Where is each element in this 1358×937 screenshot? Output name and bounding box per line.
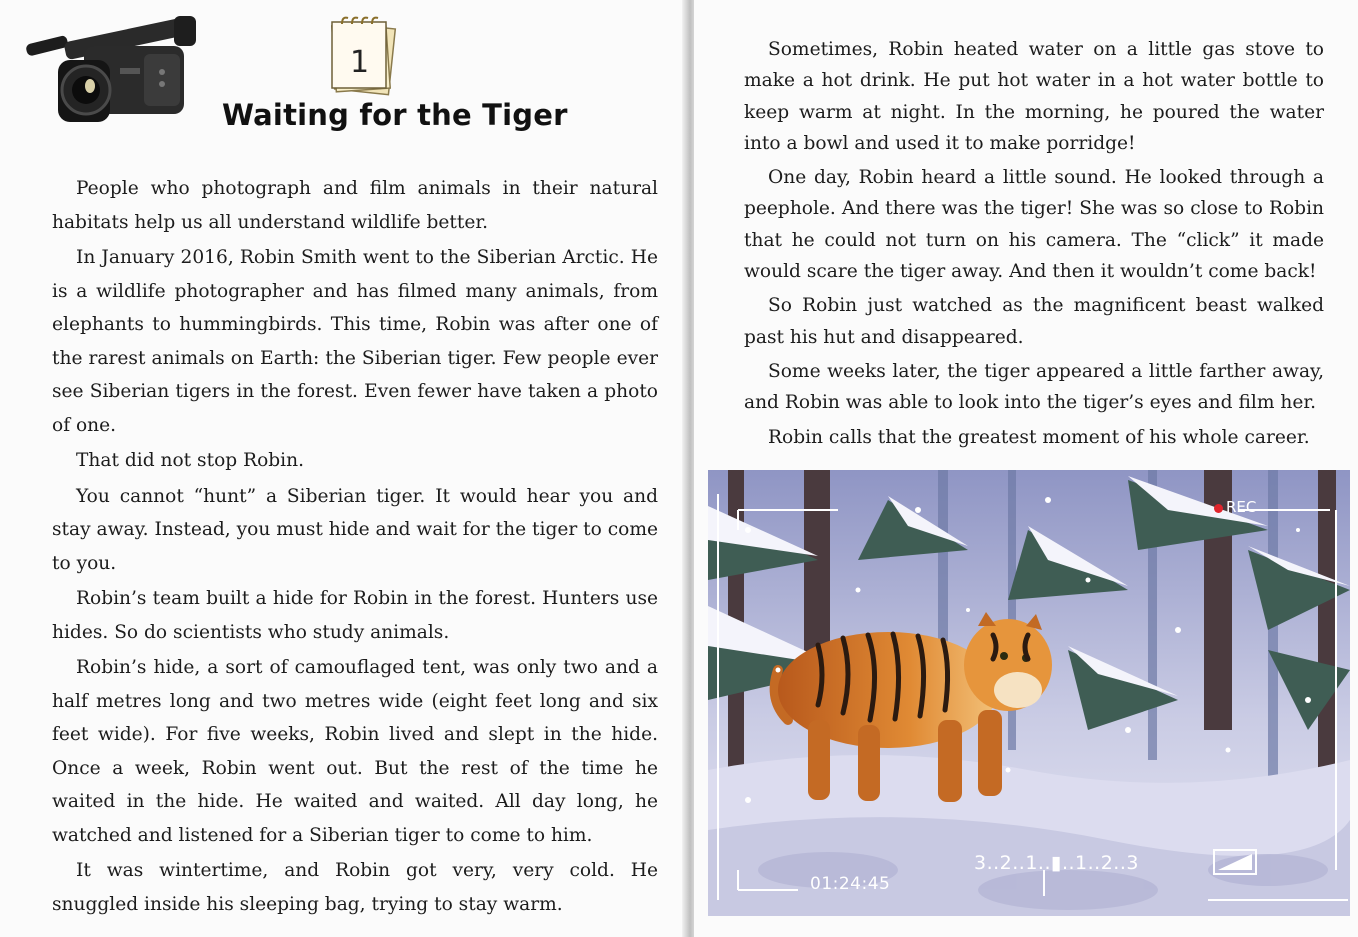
paragraph: Robin’s hide, a sort of camouflaged tent, was only two and a half metres long and two metres wide (eight feet long and six feet wide). For five weeks, Robin lived and slept in the hide. Once a week, Robin went out. But the rest of the time he waited in the hide. He waited and waited. All day long, he watched and listened for a Siberian tiger to come to him. xyxy=(52,657,658,846)
paragraph: Sometimes, Robin heated water on a little gas stove to make a hot drink. He put hot water in a hot water bottle to keep warm at night. In the morning, he poured the water into a bowl and used it to make porridge! xyxy=(744,39,1324,154)
paragraph: Some weeks later, the tiger appeared a little farther away, and Robin was able to look into the tiger’s eyes and film her. xyxy=(744,360,1324,414)
right-page xyxy=(694,0,1358,937)
paragraph: Robin calls that the greatest moment of his whole career. xyxy=(768,426,1310,448)
paragraph: One day, Robin heard a little sound. He looked through a peephole. And there was the tiger! She was so close to Robin that he could not turn on his camera. The “click” it made would scare the tiger away. And then it wouldn’t come back! xyxy=(744,167,1324,283)
paragraph: In January 2016, Robin Smith went to the Siberian Arctic. He is a wildlife photographer and has filmed many animals, from elephants to hummingbirds. This time, Robin was after one of the rarest animals on Earth: the Siberian tiger. Few people ever see Siberian tigers in the forest. Even fewer have taken a photo of one. xyxy=(52,247,658,436)
calendar-icon xyxy=(328,14,400,96)
left-body-text xyxy=(52,172,658,923)
paragraph: People who photograph and film animals in their natural habitats help us all understand wildlife better. xyxy=(52,178,658,233)
rec-label: REC xyxy=(1226,498,1257,516)
tiger-illustration xyxy=(708,470,1350,916)
camcorder-icon xyxy=(24,12,202,130)
rec-indicator-icon xyxy=(1214,504,1223,513)
paragraph: Robin’s team built a hide for Robin in the forest. Hunters use hides. So do scientists who study animals. xyxy=(52,588,658,643)
chapter-number: 1 xyxy=(350,45,370,80)
page-title: Waiting for the Tiger xyxy=(222,98,568,132)
timecode: 01:24:45 xyxy=(810,874,891,894)
paragraph: It was wintertime, and Robin got very, very cold. He snuggled inside his sleeping bag, trying to stay warm. xyxy=(52,860,658,915)
snowy-forest-scene xyxy=(708,470,1350,916)
exposure-scale: 3..2..1..▮..1..2..3 xyxy=(974,852,1139,874)
paragraph: You cannot “hunt” a Siberian tiger. It would hear you and stay away. Instead, you must hide and wait for the tiger to come to you. xyxy=(52,485,658,574)
paragraph: So Robin just watched as the magnificent beast walked past his hut and disappeared. xyxy=(744,295,1324,348)
paragraph: That did not stop Robin. xyxy=(76,450,305,471)
right-body-text xyxy=(744,34,1324,456)
